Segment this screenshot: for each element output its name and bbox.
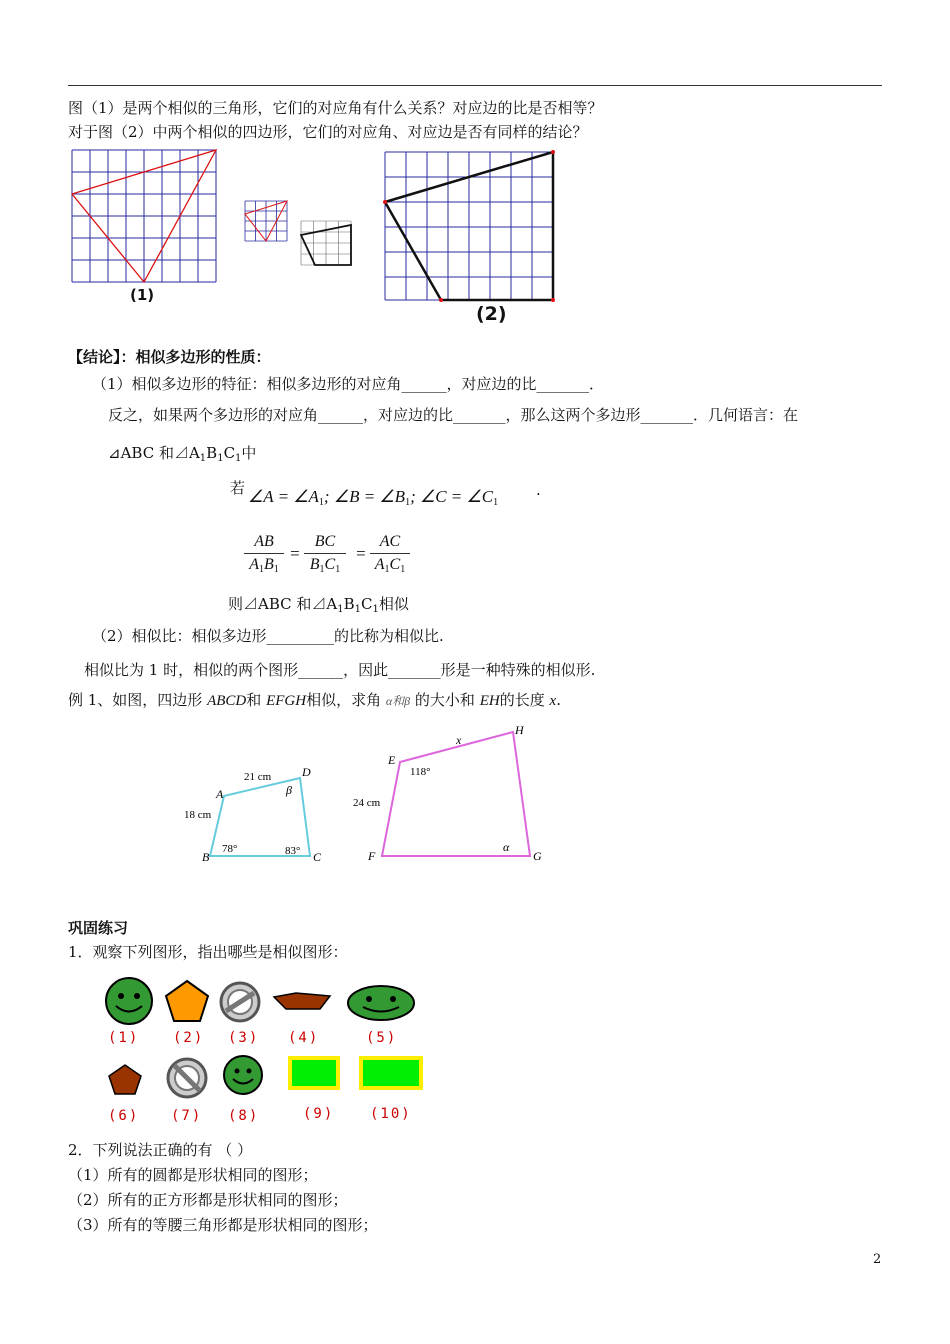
prohibition-sign-icon [221,983,259,1021]
side-ab-length: 18 cm [184,809,212,821]
angle-beta: β [286,783,292,797]
q2-item-2: （2）所有的正方形都是形状相同的图形； [68,1191,348,1209]
brown-flat-pentagon-icon [274,993,330,1009]
shape-label-10: (10) [370,1106,412,1122]
figure-1-small-triangle [244,200,290,244]
small-smiley-face-icon [224,1056,262,1094]
shapes-row-2 [100,1052,430,1102]
angle-eq-period: . [536,481,541,499]
shape-label-6: (6) [108,1108,140,1124]
prohibition-sign-small-icon [168,1059,206,1097]
vertex-h: H [515,723,524,737]
equals-2: = [355,544,367,563]
shape-label-8: (8) [228,1108,260,1124]
angle-b-value: 78° [222,843,238,855]
green-rectangle-small-icon [290,1058,338,1088]
vertex-a: A [216,787,224,801]
green-rectangle-wide-icon [361,1058,421,1088]
vertex-d: D [302,765,311,779]
vertex-f: F [368,849,376,863]
figure-1-label: (1) [130,286,155,304]
conclusion-p2: 反之，如果两个多边形的对应角______，对应边的比_______，那么这两个多边形_______．几何语言：在 [108,406,799,424]
example-1: 例 1、如图，四边形 ABCD和 EFGH相似，求角 α和β 的大小和 EH的长度 x. [68,691,561,709]
ratio-ac: AC $A_1C_1$ [370,533,410,575]
side-ad-length: 21 cm [244,771,272,783]
p3-part-a: ⊿ABC 和⊿A [108,444,200,462]
orange-pentagon-icon [166,981,208,1021]
conclusion-heading: 【结论】：相似多边形的性质： [68,348,271,366]
intro-line-1: 图（1）是两个相似的三角形，它们的对应角有什么关系？对应边的比是否相等？ [68,99,603,117]
quad-efgh [350,720,550,870]
angle-equality: ∠A = $\angle A_1$; ∠B = $\angle B_1$; ∠C = $\angle C_1$ [248,487,499,508]
figure-2-small-quad [300,220,352,266]
shapes-row-1 [100,975,420,1027]
p3-part-d: 中 [241,444,257,462]
conclusion-p3: ⊿ABC 和$⊿A_1B_1C_1$中 [108,444,257,464]
side-eh-length: x [456,733,462,747]
q2-item-1: （1）所有的圆都是形状相同的图形； [68,1166,318,1184]
ratio-ab: AB $A_1B_1$ [244,533,284,575]
p3-part-c: C [223,444,236,462]
practice-q1: 1．观察下列图形，指出哪些是相似图形： [68,943,348,961]
shape-label-7: (7) [171,1108,203,1124]
figure-2-grid-quad [383,150,557,304]
shape-label-4: (4) [288,1030,320,1046]
side-ef-length: 24 cm [353,797,381,809]
then-similar: 则⊿ABC 和$⊿A_1B_1C_1$相似 [228,595,409,615]
shape-label-9: (9) [303,1106,335,1122]
shape-label-2: (2) [173,1030,205,1046]
figure-1-grid-triangle [70,148,220,284]
angle-c-value: 83° [285,845,301,857]
intro-line-2: 对于图（2）中两个相似的四边形，它们的对应角、对应边是否有同样的结论？ [68,123,588,141]
header-rule [68,85,882,86]
q2-item-3: （3）所有的等腰三角形都是形状相同的图形； [68,1216,378,1234]
page-number: 2 [873,1252,882,1267]
vertex-c: C [313,850,322,864]
wide-smiley-face-icon [348,986,414,1020]
figure-2-label: (2) [476,303,507,325]
practice-heading: 巩固练习 [68,919,129,937]
vertex-e: E [388,753,396,767]
practice-q2: 2．下列说法正确的有 （ ） [68,1141,253,1159]
shape-label-3: (3) [228,1030,260,1046]
shape-label-1: (1) [108,1030,140,1046]
shape-label-5: (5) [366,1030,398,1046]
small-brown-pentagon-icon [109,1065,141,1094]
angle-alpha: α [503,840,510,854]
ruo-label: 若 [230,479,246,497]
angle-e-value: 118° [410,766,431,778]
smiley-face-icon [106,978,152,1024]
conclusion-p5: 相似比为 1 时，相似的两个图形______，因此_______形是一种特殊的相似形. [84,661,596,679]
ratio-bc: BC $B_1C_1$ [304,533,346,575]
equals-1: = [289,544,301,563]
conclusion-p4: （2）相似比：相似多边形_________的比称为相似比. [92,627,444,645]
quad-abcd [180,760,340,870]
vertex-b: B [202,850,210,864]
p3-part-b: B [206,444,218,462]
conclusion-p1: （1）相似多边形的特征：相似多边形的对应角______，对应边的比_______． [92,375,605,393]
vertex-g: G [533,849,542,863]
